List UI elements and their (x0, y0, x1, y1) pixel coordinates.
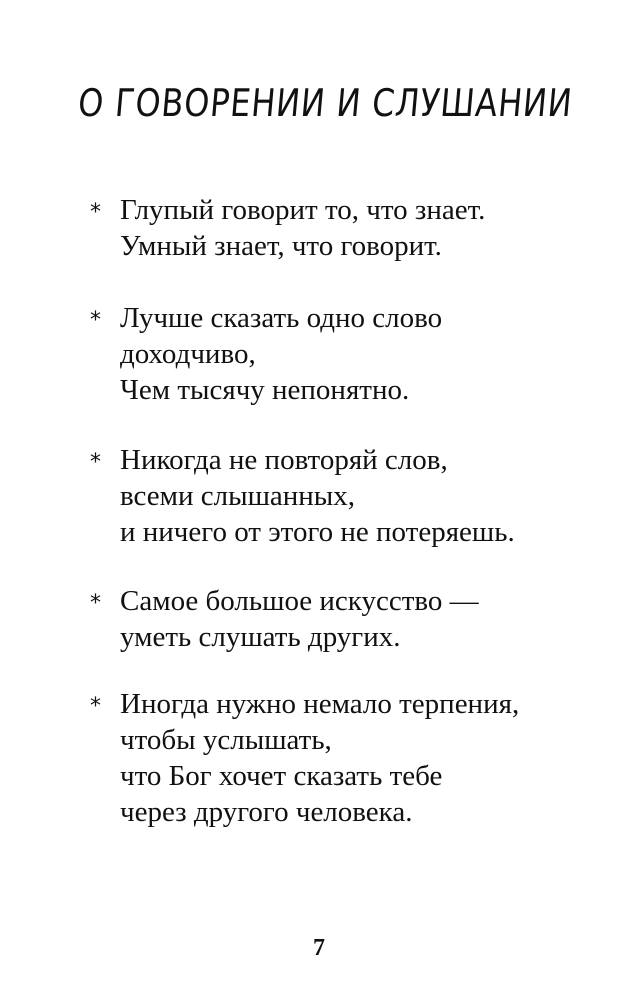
saying-text (120, 686, 519, 830)
page-number: 7 (313, 935, 325, 961)
saying-line: всеми слышанных, (120, 480, 356, 512)
asterisk-bullet-icon: * (90, 694, 101, 719)
saying-line: что Бог хочет сказать тебе (120, 760, 443, 792)
saying-line: Умный знает, что говорит. (120, 230, 442, 262)
asterisk-bullet-icon: * (90, 200, 101, 225)
saying-line: Иногда нужно немало терпения, (120, 688, 520, 720)
saying-line: Глупый говорит то, что знает. (120, 194, 486, 226)
saying-line: Чем тысячу непонятно. (120, 374, 410, 406)
asterisk-bullet-icon: * (90, 450, 101, 475)
saying-line: через другого человека. (120, 796, 413, 828)
saying-line: уметь слушать других. (120, 621, 401, 653)
saying-line: чтобы услышать, (120, 724, 332, 756)
saying-line: Лучше сказать одно слово (120, 302, 443, 334)
asterisk-bullet-icon: * (90, 308, 101, 333)
saying-text (120, 192, 485, 264)
asterisk-bullet-icon: * (90, 591, 101, 616)
saying-text (120, 300, 442, 408)
saying-line: доходчиво, (120, 338, 256, 370)
saying-text (120, 583, 479, 655)
saying-text (120, 442, 515, 550)
saying-line: Никогда не повторяй слов, (120, 444, 448, 476)
saying-line: и ничего от этого не потеряешь. (120, 516, 515, 548)
saying-line: Самое большое искусство — (120, 585, 479, 617)
page-title: О ГОВОРЕНИИ И СЛУШАНИИ (76, 81, 575, 125)
